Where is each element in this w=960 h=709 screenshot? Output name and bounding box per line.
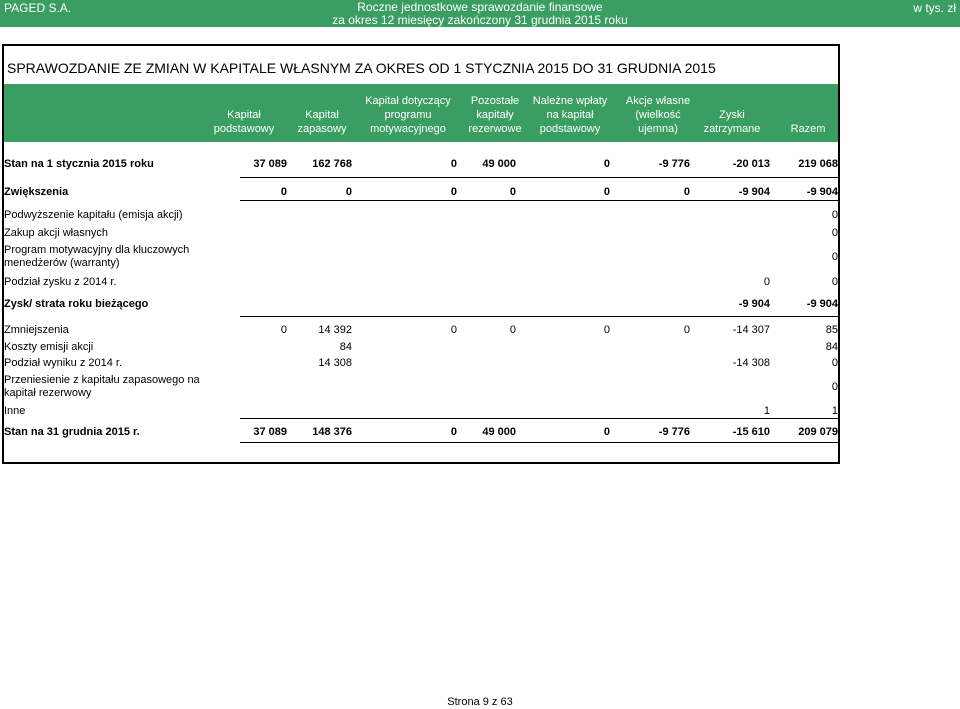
value-cell: 37 089 <box>253 426 287 438</box>
value-cell: -15 610 <box>732 426 770 438</box>
value-cell: 37 089 <box>253 158 287 170</box>
value-cell: 148 376 <box>312 426 352 438</box>
rule-line <box>240 442 838 443</box>
column-header: Zyski zatrzymane <box>703 109 761 135</box>
value-cell: 0 <box>763 276 770 288</box>
row-label: Koszty emisji akcji <box>4 341 94 353</box>
value-cell: -20 013 <box>732 158 770 170</box>
value-cell: 0 <box>831 251 838 263</box>
value-cell: 0 <box>603 324 610 336</box>
row-label: Zakup akcji własnych <box>4 227 108 239</box>
value-cell: 0 <box>280 186 287 198</box>
value-cell: 162 768 <box>312 158 352 170</box>
value-cell: 0 <box>831 227 838 239</box>
column-header: Należne wpłaty na kapitał podstawowy <box>532 95 608 135</box>
value-cell: 0 <box>831 276 838 288</box>
row-label: Zwiększenia <box>4 186 69 198</box>
value-cell: 0 <box>603 158 610 170</box>
column-header: Kapitał podstawowy <box>213 109 275 135</box>
value-cell: 0 <box>683 324 690 336</box>
row-label: Stan na 1 stycznia 2015 roku <box>4 158 154 170</box>
column-header: Razem <box>790 123 826 135</box>
value-cell: 0 <box>450 324 457 336</box>
value-cell: -9 904 <box>738 298 770 310</box>
value-cell: -9 904 <box>806 186 838 198</box>
page-header-bar <box>0 0 960 27</box>
page-number: Strona 9 z 63 <box>447 696 513 708</box>
statement-title: SPRAWOZDANIE ZE ZMIAN W KAPITALE WŁASNYM ZA OKRES OD 1 STYCZNIA 2015 DO 31 GRUDNIA 2015 <box>7 60 716 76</box>
value-cell: 14 308 <box>318 357 352 369</box>
column-header: Kapitał zapasowy <box>297 109 347 135</box>
company-name: PAGED S.A. <box>4 1 72 15</box>
report-title: Roczne jednostkowe sprawozdanie finansowe za okres 12 miesięcy zakończony 31 grudnia 2015 roku <box>332 0 628 27</box>
value-cell: 0 <box>509 324 516 336</box>
row-label: Podział zysku z 2014 r. <box>4 276 117 288</box>
value-cell: 0 <box>683 186 690 198</box>
value-cell: 84 <box>339 341 352 353</box>
value-cell: -9 776 <box>658 158 690 170</box>
rule-line <box>240 200 838 201</box>
row-label: Inne <box>4 405 26 417</box>
value-cell: 0 <box>280 324 287 336</box>
value-cell: 0 <box>831 209 838 221</box>
value-cell: 85 <box>825 324 838 336</box>
rule-line <box>240 418 838 419</box>
value-cell: -9 776 <box>658 426 690 438</box>
value-cell: 0 <box>345 186 352 198</box>
row-label: Podział wyniku z 2014 r. <box>4 357 123 369</box>
row-label: Program motywacyjny dla kluczowych menedżerów (warranty) <box>4 244 190 269</box>
row-label: Zmniejszenia <box>4 324 69 336</box>
value-cell: 0 <box>831 381 838 393</box>
value-cell: -14 308 <box>732 357 770 369</box>
value-cell: 0 <box>831 357 838 369</box>
value-cell: 49 000 <box>482 158 516 170</box>
value-cell: 209 079 <box>798 426 838 438</box>
rule-line <box>240 177 838 178</box>
row-label: Podwyższenie kapitału (emisja akcji) <box>4 209 183 221</box>
row-label: Przeniesienie z kapitału zapasowego na kapitał rezerwowy <box>4 374 200 399</box>
row-label: Zysk/ strata roku bieżącego <box>4 298 149 310</box>
row-label: Stan na 31 grudnia 2015 r. <box>4 426 140 438</box>
column-header: Pozostałe kapitały rezerwowe <box>468 95 522 135</box>
value-cell: 0 <box>450 426 457 438</box>
value-cell: 0 <box>603 186 610 198</box>
value-cell: 14 392 <box>318 324 352 336</box>
unit-label: w tys. zł <box>913 1 956 15</box>
value-cell: 0 <box>509 186 516 198</box>
value-cell: 1 <box>831 405 838 417</box>
value-cell: -9 904 <box>738 186 770 198</box>
value-cell: 0 <box>603 426 610 438</box>
table-header <box>4 84 838 142</box>
column-header: Akcje własne (wielkość ujemna) <box>625 95 691 135</box>
value-cell: 0 <box>450 158 457 170</box>
value-cell: -9 904 <box>806 298 838 310</box>
value-cell: -14 307 <box>732 324 770 336</box>
value-cell: 219 068 <box>798 158 838 170</box>
value-cell: 84 <box>825 341 838 353</box>
value-cell: 49 000 <box>482 426 516 438</box>
rule-line <box>240 316 838 317</box>
value-cell: 1 <box>763 405 770 417</box>
column-header: Kapitał dotyczący programu motywacyjnego <box>365 95 451 135</box>
value-cell: 0 <box>450 186 457 198</box>
